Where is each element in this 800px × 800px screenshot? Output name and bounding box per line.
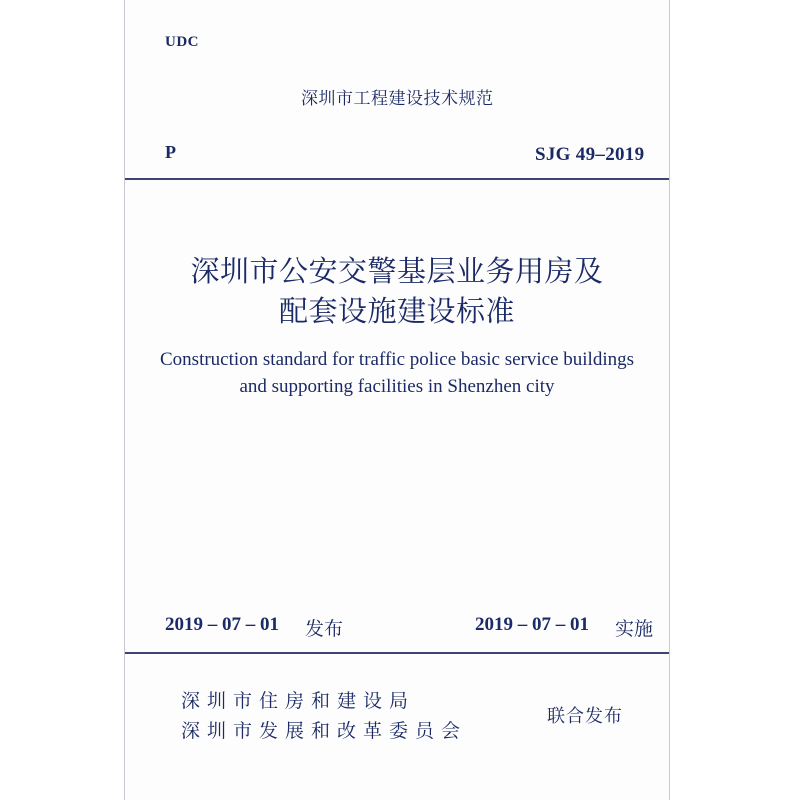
title-english-line-2: and supporting facilities in Shenzhen city bbox=[239, 376, 555, 397]
title-english-line-1: Construction standard for traffic police basic service buildings bbox=[160, 349, 634, 370]
implementation-label: 实施 bbox=[615, 618, 654, 640]
series-title: 深圳市工程建设技术规范 bbox=[301, 89, 494, 109]
issue-date: 2019 – 07 – 01 bbox=[165, 614, 279, 635]
issue-label: 发布 bbox=[305, 618, 344, 640]
publisher-development-commission: 深圳市发展和改革委员会 bbox=[181, 720, 468, 742]
title-english bbox=[125, 346, 669, 400]
publisher-housing-bureau: 深圳市住房和建设局 bbox=[181, 690, 416, 712]
udc-label: UDC bbox=[165, 34, 199, 50]
bottom-divider bbox=[125, 652, 669, 654]
title-chinese-line-1: 深圳市公安交警基层业务用房及 bbox=[190, 256, 604, 288]
title-chinese-line-2: 配套设施建设标准 bbox=[278, 296, 515, 328]
classification-code: P bbox=[165, 142, 176, 162]
standard-number: SJG 49–2019 bbox=[535, 144, 645, 165]
top-divider bbox=[125, 178, 669, 180]
implementation-date: 2019 – 07 – 01 bbox=[475, 614, 589, 635]
joint-release-label: 联合发布 bbox=[547, 706, 623, 727]
title-chinese bbox=[125, 252, 669, 332]
book-cover bbox=[124, 0, 670, 800]
